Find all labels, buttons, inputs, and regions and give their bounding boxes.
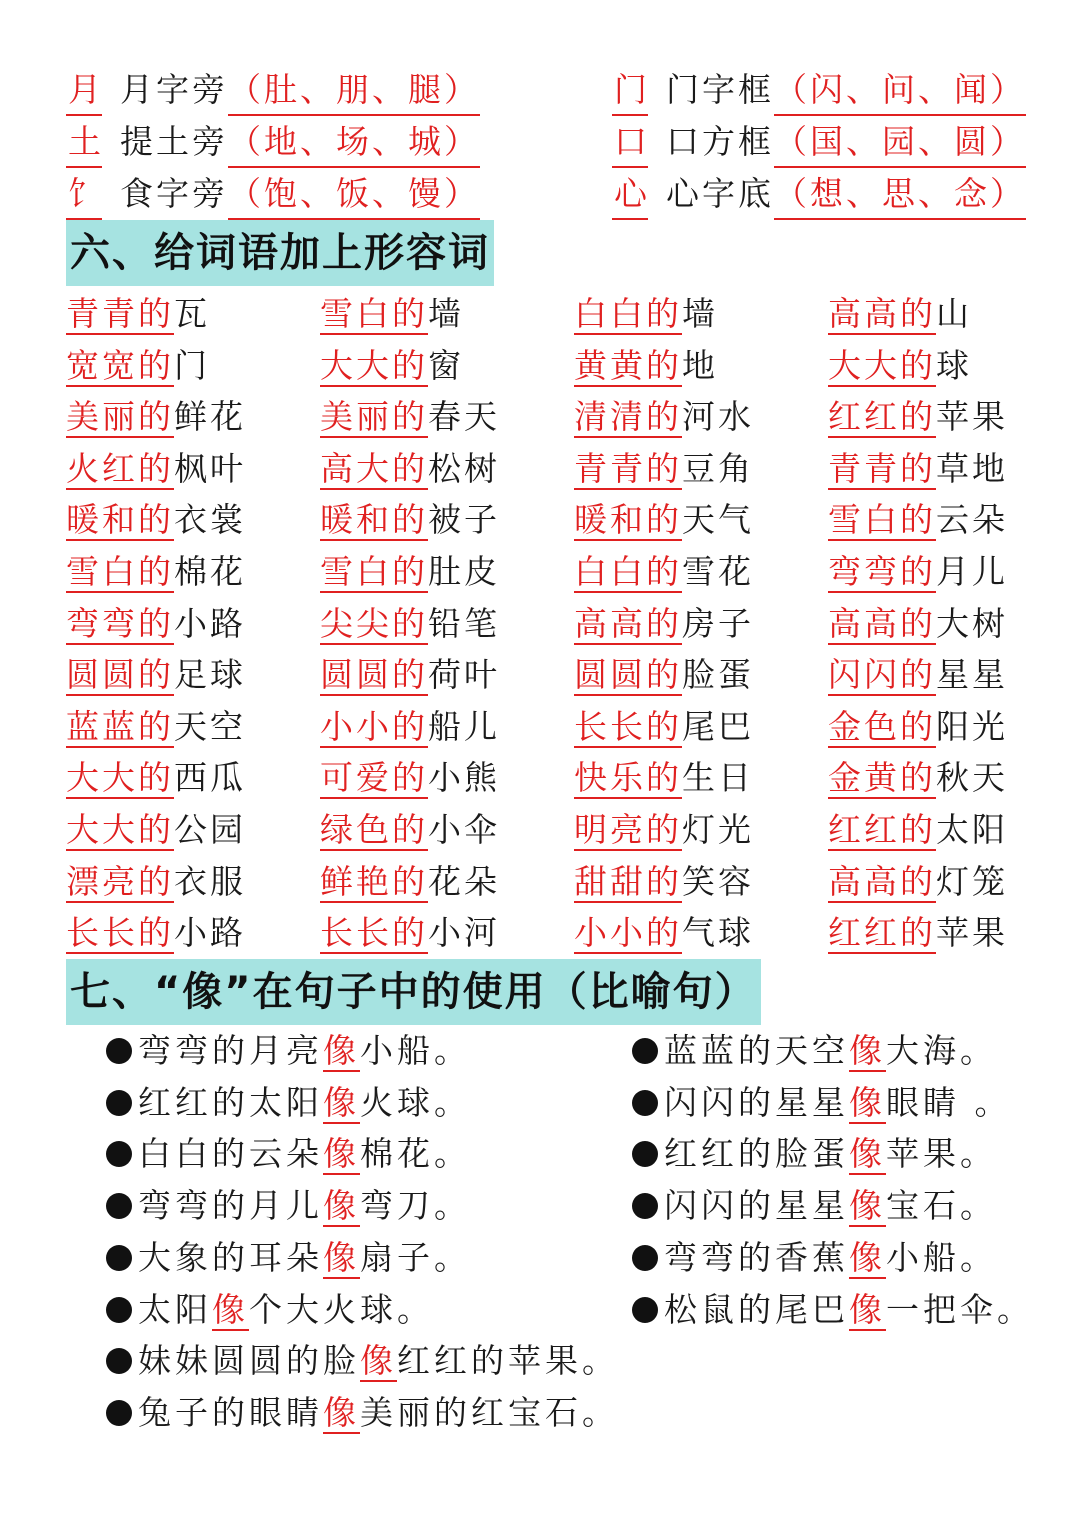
simile-sentence <box>106 1286 434 1338</box>
noun-text: 阳光 <box>936 706 1008 746</box>
like-word: 像 <box>323 1082 360 1122</box>
phrase-item <box>66 393 246 445</box>
like-word: 像 <box>323 1186 360 1226</box>
sentence-object: 大海。 <box>886 1031 997 1070</box>
like-word: 像 <box>849 1186 886 1226</box>
noun-text: 花朵 <box>428 861 500 901</box>
adjective-text: 蓝蓝的 <box>66 706 174 746</box>
sentence-object: 一把伞。 <box>886 1289 1034 1329</box>
adjective-text: 宽宽的 <box>66 345 174 385</box>
adjective-text: 美丽的 <box>320 397 428 437</box>
adjective-text: 绿色的 <box>320 810 428 849</box>
sentence-subject: 红红的太阳 <box>138 1082 323 1122</box>
phrase-item <box>828 909 1008 961</box>
noun-text: 衣服 <box>174 861 246 901</box>
noun-text: 河水 <box>682 397 754 437</box>
phrase-item <box>66 703 246 755</box>
phrase-item <box>828 290 972 342</box>
noun-text: 西瓜 <box>174 758 246 798</box>
noun-text: 尾巴 <box>682 706 754 746</box>
adjective-text: 青青的 <box>574 448 682 488</box>
phrase-item <box>320 342 464 394</box>
adjective-text: 暖和的 <box>574 500 682 540</box>
simile-sentence <box>632 1027 997 1079</box>
simile-sentence <box>106 1389 619 1441</box>
adjective-text: 弯弯的 <box>66 603 174 643</box>
radical-examples: （地、场、城） <box>228 118 480 168</box>
sentence-object: 个大火球。 <box>249 1289 434 1329</box>
like-word: 像 <box>212 1289 249 1329</box>
noun-text: 笑容 <box>682 861 754 901</box>
simile-sentence <box>106 1130 471 1182</box>
phrase-item <box>66 290 210 342</box>
phrase-item <box>574 342 718 394</box>
noun-text: 肚皮 <box>428 552 500 591</box>
phrase-item <box>574 806 754 858</box>
adjective-text: 雪白的 <box>66 552 174 591</box>
section6-header: 六、给词语加上形容词 <box>66 220 494 286</box>
bullet-icon <box>632 1193 658 1219</box>
adjective-text: 鲜艳的 <box>320 861 428 901</box>
radical-name: 心字底 <box>666 174 774 213</box>
section7-header: 七、“像”在句子中的使用（比喻句） <box>66 959 761 1025</box>
adjective-text: 红红的 <box>828 810 936 849</box>
adjective-text: 尖尖的 <box>320 603 428 643</box>
adjective-text: 高高的 <box>828 861 936 901</box>
noun-text: 地 <box>682 345 718 385</box>
adjective-text: 暖和的 <box>66 500 174 540</box>
phrase-item <box>320 754 500 806</box>
noun-text: 豆角 <box>682 448 754 488</box>
phrase-item <box>828 342 972 394</box>
sentence-subject: 兔子的眼睛 <box>138 1392 323 1432</box>
sentence-object: 美丽的红宝石。 <box>360 1392 619 1432</box>
phrase-item <box>320 806 500 858</box>
adjective-text: 雪白的 <box>320 552 428 591</box>
radical-name: 门字框 <box>666 70 774 109</box>
noun-text: 公园 <box>174 810 246 849</box>
phrase-item <box>320 496 500 548</box>
noun-text: 草地 <box>936 448 1008 488</box>
adjective-text: 红红的 <box>828 397 936 437</box>
bullet-icon <box>106 1141 132 1167</box>
phrase-item <box>574 290 718 342</box>
noun-text: 衣裳 <box>174 500 246 540</box>
adjective-text: 大大的 <box>66 810 174 849</box>
adjective-text: 火红的 <box>66 448 174 488</box>
sentence-object: 火球。 <box>360 1082 471 1122</box>
noun-text: 月儿 <box>936 552 1008 591</box>
phrase-item <box>320 909 500 961</box>
phrase-item <box>828 496 1008 548</box>
phrase-item <box>66 496 246 548</box>
radical-name: 提土旁 <box>120 122 228 161</box>
adjective-text: 漂亮的 <box>66 861 174 901</box>
adjective-text: 长长的 <box>320 913 428 953</box>
simile-sentence <box>106 1337 619 1389</box>
sentence-subject: 大象的耳朵 <box>138 1237 323 1277</box>
phrase-item <box>828 548 1008 600</box>
noun-text: 小路 <box>174 603 246 643</box>
noun-text: 天空 <box>174 706 246 746</box>
phrase-item <box>66 909 246 961</box>
noun-text: 灯笼 <box>936 861 1008 901</box>
like-word: 像 <box>849 1134 886 1174</box>
noun-text: 房子 <box>682 603 754 643</box>
phrase-item <box>574 496 754 548</box>
noun-text: 小路 <box>174 913 246 953</box>
noun-text: 枫叶 <box>174 448 246 488</box>
noun-text: 棉花 <box>174 552 246 591</box>
radical-name: 食字旁 <box>120 174 228 213</box>
radical-row <box>612 118 1032 170</box>
phrase-item <box>66 651 246 703</box>
simile-sentence <box>632 1079 1012 1131</box>
phrase-item <box>320 445 500 497</box>
sentence-object: 眼睛 。 <box>886 1082 1012 1122</box>
adjective-text: 闪闪的 <box>828 655 936 695</box>
adjective-text: 弯弯的 <box>828 552 936 591</box>
radical-row <box>66 66 486 118</box>
adjective-text: 红红的 <box>828 913 936 953</box>
adjective-text: 美丽的 <box>66 397 174 437</box>
adjective-text: 圆圆的 <box>66 655 174 695</box>
adjective-text: 雪白的 <box>828 500 936 540</box>
adjective-text: 长长的 <box>574 706 682 746</box>
noun-text: 小熊 <box>428 758 500 798</box>
adjective-text: 圆圆的 <box>574 655 682 695</box>
phrase-item <box>574 703 754 755</box>
noun-text: 灯光 <box>682 810 754 849</box>
noun-text: 足球 <box>174 655 246 695</box>
bullet-icon <box>106 1348 132 1374</box>
like-word: 像 <box>323 1237 360 1277</box>
adjective-text: 快乐的 <box>574 758 682 798</box>
noun-text: 门 <box>174 345 210 385</box>
adjective-text: 清清的 <box>574 397 682 437</box>
radical-char: 月 <box>66 66 102 116</box>
bullet-icon <box>106 1090 132 1116</box>
phrase-item <box>574 858 754 910</box>
bullet-icon <box>106 1193 132 1219</box>
like-word: 像 <box>323 1134 360 1174</box>
bullet-icon <box>106 1038 132 1064</box>
radical-name: 口方框 <box>666 122 774 161</box>
noun-text: 秋天 <box>936 758 1008 798</box>
phrase-item <box>66 858 246 910</box>
adjective-text: 金色的 <box>828 706 936 746</box>
phrase-item <box>828 445 1008 497</box>
adjective-text: 小小的 <box>320 706 428 746</box>
phrase-item <box>574 548 754 600</box>
radical-examples: （国、园、圆） <box>774 118 1026 168</box>
simile-sentence <box>632 1130 997 1182</box>
adjective-text: 青青的 <box>828 448 936 488</box>
adjective-text: 甜甜的 <box>574 861 682 901</box>
noun-text: 窗 <box>428 345 464 385</box>
radical-char: 门 <box>612 66 648 116</box>
sentence-subject: 太阳 <box>138 1289 212 1329</box>
radical-char: 口 <box>612 118 648 168</box>
noun-text: 小伞 <box>428 810 500 849</box>
noun-text: 大树 <box>936 603 1008 643</box>
noun-text: 小河 <box>428 913 500 953</box>
bullet-icon <box>106 1245 132 1271</box>
phrase-item <box>320 858 500 910</box>
noun-text: 荷叶 <box>428 655 500 695</box>
sentence-object: 小船。 <box>360 1031 471 1070</box>
phrase-item <box>66 754 246 806</box>
radical-row <box>66 170 486 222</box>
radical-char: 心 <box>612 170 648 220</box>
phrase-item <box>66 600 246 652</box>
sentence-subject: 闪闪的星星 <box>664 1082 849 1122</box>
simile-sentence <box>632 1286 1034 1338</box>
noun-text: 天气 <box>682 500 754 540</box>
phrase-item <box>828 651 1008 703</box>
adjective-text: 黄黄的 <box>574 345 682 385</box>
adjective-text: 青青的 <box>66 294 174 333</box>
adjective-text: 高大的 <box>320 448 428 488</box>
simile-sentence <box>632 1182 997 1234</box>
phrase-item <box>828 858 1008 910</box>
sentence-subject: 白白的云朵 <box>138 1134 323 1174</box>
bullet-icon <box>106 1400 132 1426</box>
noun-text: 苹果 <box>936 913 1008 953</box>
like-word: 像 <box>849 1237 886 1277</box>
bullet-icon <box>632 1090 658 1116</box>
adjective-text: 高高的 <box>828 603 936 643</box>
simile-sentence <box>106 1027 471 1079</box>
sentence-subject: 闪闪的星星 <box>664 1186 849 1226</box>
adjective-text: 可爱的 <box>320 758 428 798</box>
simile-sentence <box>106 1182 471 1234</box>
sentence-subject: 弯弯的香蕉 <box>664 1237 849 1277</box>
phrase-item <box>320 548 500 600</box>
sentence-subject: 弯弯的月儿 <box>138 1186 323 1226</box>
radical-char: 土 <box>66 118 102 168</box>
noun-text: 脸蛋 <box>682 655 754 695</box>
noun-text: 太阳 <box>936 810 1008 849</box>
noun-text: 铅笔 <box>428 603 500 643</box>
noun-text: 生日 <box>682 758 754 798</box>
phrase-item <box>574 754 754 806</box>
phrase-item <box>828 754 1008 806</box>
adjective-text: 暖和的 <box>320 500 428 540</box>
radical-char: 饣 <box>66 170 102 220</box>
phrase-item <box>320 651 500 703</box>
bullet-icon <box>632 1245 658 1271</box>
phrase-item <box>574 445 754 497</box>
sentence-subject: 弯弯的月亮 <box>138 1031 323 1070</box>
phrase-item <box>828 806 1008 858</box>
bullet-icon <box>106 1297 132 1323</box>
like-word: 像 <box>360 1341 397 1381</box>
radical-examples: （饱、饭、馒） <box>228 170 480 220</box>
noun-text: 瓦 <box>174 294 210 333</box>
noun-text: 被子 <box>428 500 500 540</box>
adjective-text: 白白的 <box>574 294 682 333</box>
adjective-text: 长长的 <box>66 913 174 953</box>
radical-examples: （想、思、念） <box>774 170 1026 220</box>
radical-examples: （闪、问、闻） <box>774 66 1026 116</box>
bullet-icon <box>632 1141 658 1167</box>
noun-text: 球 <box>936 345 972 385</box>
adjective-text: 白白的 <box>574 552 682 591</box>
phrase-item <box>320 600 500 652</box>
adjective-text: 高高的 <box>574 603 682 643</box>
like-word: 像 <box>323 1392 360 1432</box>
noun-text: 苹果 <box>936 397 1008 437</box>
like-word: 像 <box>323 1031 360 1070</box>
simile-sentence <box>632 1234 997 1286</box>
sentence-object: 宝石。 <box>886 1186 997 1226</box>
adjective-text: 金黄的 <box>828 758 936 798</box>
phrase-item <box>828 600 1008 652</box>
like-word: 像 <box>849 1289 886 1329</box>
sentence-subject: 松鼠的尾巴 <box>664 1289 849 1329</box>
sentence-object: 弯刀。 <box>360 1186 471 1226</box>
adjective-text: 大大的 <box>66 758 174 798</box>
radical-row <box>66 118 486 170</box>
simile-sentence <box>106 1079 471 1131</box>
sentence-object: 棉花。 <box>360 1134 471 1174</box>
noun-text: 星星 <box>936 655 1008 695</box>
phrase-item <box>320 393 500 445</box>
noun-text: 鲜花 <box>174 397 246 437</box>
noun-text: 春天 <box>428 397 500 437</box>
phrase-item <box>574 909 754 961</box>
phrase-item <box>574 600 754 652</box>
sentence-object: 扇子。 <box>360 1237 471 1277</box>
noun-text: 气球 <box>682 913 754 953</box>
radical-row <box>612 66 1032 118</box>
phrase-item <box>320 290 464 342</box>
like-word: 像 <box>849 1082 886 1122</box>
phrase-item <box>66 806 246 858</box>
like-word: 像 <box>849 1031 886 1070</box>
adjective-text: 圆圆的 <box>320 655 428 695</box>
sentence-subject: 蓝蓝的天空 <box>664 1031 849 1070</box>
phrase-item <box>66 342 210 394</box>
sentence-object: 红红的苹果。 <box>397 1341 619 1381</box>
phrase-item <box>320 703 500 755</box>
noun-text: 墙 <box>682 294 718 333</box>
sentence-object: 小船。 <box>886 1237 997 1277</box>
phrase-item <box>574 393 754 445</box>
radical-name: 月字旁 <box>120 70 228 109</box>
noun-text: 松树 <box>428 448 500 488</box>
phrase-item <box>66 548 246 600</box>
radical-examples: （肚、朋、腿） <box>228 66 480 116</box>
noun-text: 云朵 <box>936 500 1008 540</box>
noun-text: 雪花 <box>682 552 754 591</box>
sentence-subject: 红红的脸蛋 <box>664 1134 849 1174</box>
bullet-icon <box>632 1297 658 1323</box>
adjective-text: 大大的 <box>828 345 936 385</box>
adjective-text: 大大的 <box>320 345 428 385</box>
noun-text: 墙 <box>428 294 464 333</box>
noun-text: 山 <box>936 294 972 333</box>
sentence-object: 苹果。 <box>886 1134 997 1174</box>
adjective-text: 小小的 <box>574 913 682 953</box>
phrase-item <box>828 393 1008 445</box>
simile-sentence <box>106 1234 471 1286</box>
radical-row <box>612 170 1032 222</box>
sentence-subject: 妹妹圆圆的脸 <box>138 1341 360 1381</box>
adjective-text: 雪白的 <box>320 294 428 333</box>
phrase-item <box>828 703 1008 755</box>
phrase-item <box>66 445 246 497</box>
phrase-item <box>574 651 754 703</box>
bullet-icon <box>632 1038 658 1064</box>
noun-text: 船儿 <box>428 706 500 746</box>
adjective-text: 高高的 <box>828 294 936 333</box>
adjective-text: 明亮的 <box>574 810 682 849</box>
